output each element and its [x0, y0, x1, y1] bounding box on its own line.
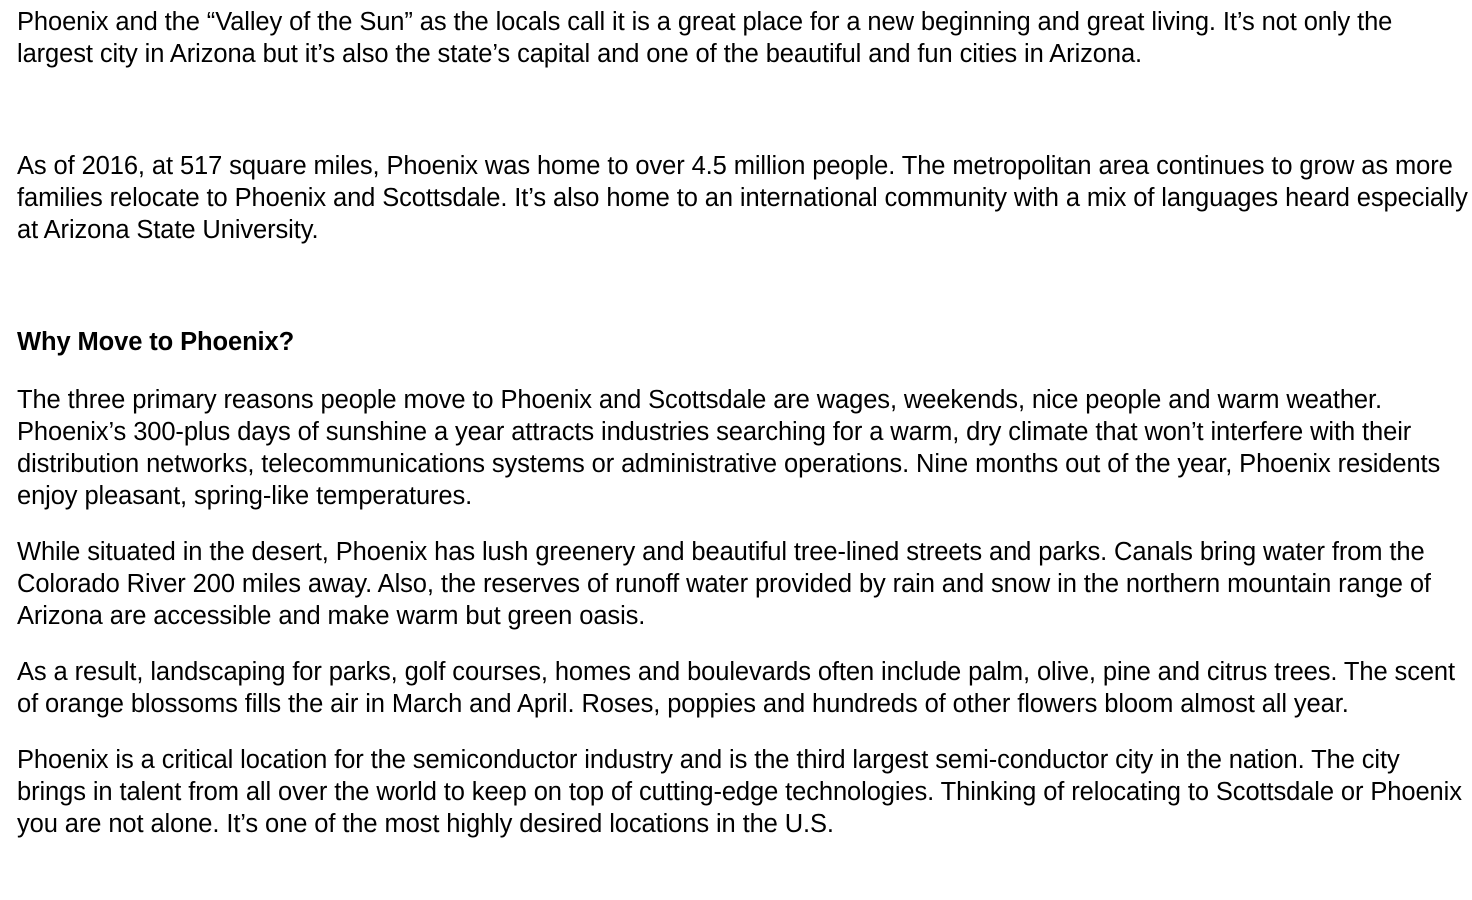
section-paragraph: The three primary reasons people move to Phoenix and Scottsdale are wages, weekends, nice people and warm weather. Phoenix’s 300-plus days of sunshine a year attracts industries searching for a warm, dry climate that won’t interfere with their distribution networks, telecommunications systems or administrative operations. Nine months out of the year, Phoenix residents enjoy pleasant, spring-like temperatures.	[17, 386, 1441, 510]
intro-paragraph: As of 2016, at 517 square miles, Phoenix was home to over 4.5 million people. The metropolitan area continues to grow as more families relocate to Phoenix and Scottsdale. It’s also home to an international community with a mix of languages heard especially at Arizona State University.	[17, 152, 1468, 244]
section-paragraph: Phoenix is a critical location for the semiconductor industry and is the third largest semi-conductor city in the nation. The city brings in talent from all over the world to keep on top of cutting-edge technologies. Thinking of relocating to Scottsdale or Phoenix you are not alone. It’s one of the most highly desired locations in the U.S.	[17, 746, 1462, 838]
section-heading: Why Move to Phoenix?	[17, 328, 295, 356]
section-paragraph: As a result, landscaping for parks, golf courses, homes and boulevards often include palm, olive, pine and citrus trees. The scent of orange blossoms fills the air in March and April. Roses, poppies and hundreds of other flowers bloom almost all year.	[17, 658, 1455, 718]
article-body	[17, 6, 1469, 840]
intro-paragraph: Phoenix and the “Valley of the Sun” as the locals call it is a great place for a new beginning and great living. It’s not only the largest city in Arizona but it’s also the state’s capital and one of the beautiful and fun cities in Arizona.	[17, 8, 1393, 68]
section-paragraph: While situated in the desert, Phoenix has lush greenery and beautiful tree-lined streets and parks. Canals bring water from the Colorado River 200 miles away. Also, the reserves of runoff water provided by rain and snow in the northern mountain range of Arizona are accessible and make warm but green oasis.	[17, 538, 1431, 630]
